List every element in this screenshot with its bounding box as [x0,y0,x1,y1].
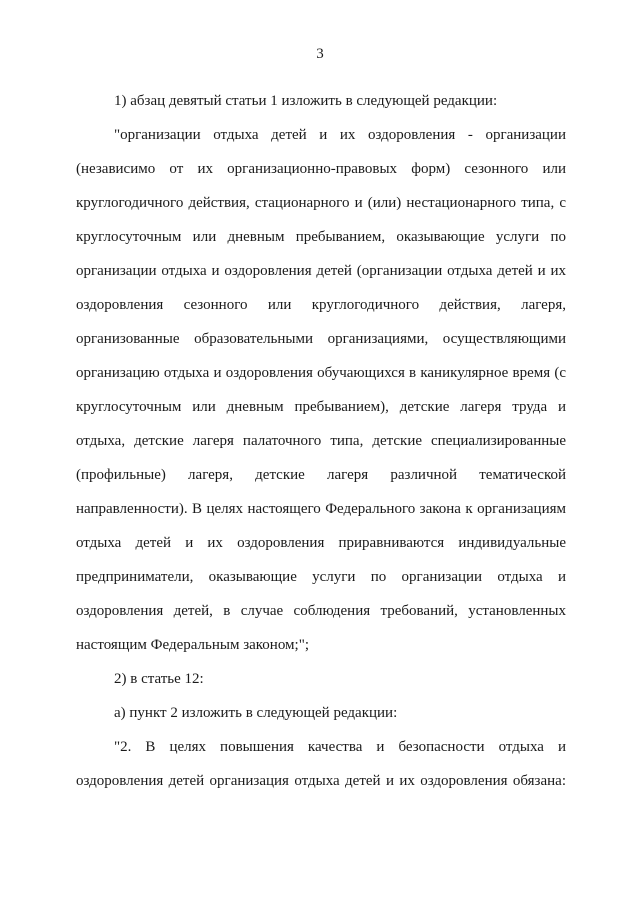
paragraph-point-2-quote: "2. В целях повышения качества и безопасности отдыха и оздоровления детей организация отдыха детей и их оздоровления обязана: [76,739,566,789]
document-body [76,84,566,798]
paragraph-definition-quote: "организации отдыха детей и их оздоровления - организации (независимо от их организационно-правовых форм) сезонного или круглогодичного действия, стационарного и (или) нестационарного типа, с круглосуточным или дневным пребыванием, оказывающие услуги по организации отдыха и оздоровления детей (организации отдыха детей и их оздоровления сезонного или круглогодичного действия, лагеря, организованные образовательными организациями, осуществляющими организацию отдыха и оздоровления обучающихся в каникулярное время (с круглосуточным или дневным пребыванием), детские лагеря труда и отдыха, детские лагеря палаточного типа, детские специализированные (профильные) лагеря, детские лагеря различной тематической направленности). В целях настоящего Федерального закона к организациям отдыха детей и их оздоровления приравниваются индивидуальные предприниматели, оказывающие услуги по организации отдыха и оздоровления детей, в случае соблюдения требований, установленных настоящим Федеральным законом;"; [76,127,566,653]
paragraph-amendment-2: 2) в статье 12: [114,671,204,687]
paragraph-amendment-1: 1) абзац девятый статьи 1 изложить в следующей редакции: [114,93,498,109]
paragraph-subpoint-a: а) пункт 2 изложить в следующей редакции: [114,705,398,721]
page-number: 3 [316,46,324,62]
